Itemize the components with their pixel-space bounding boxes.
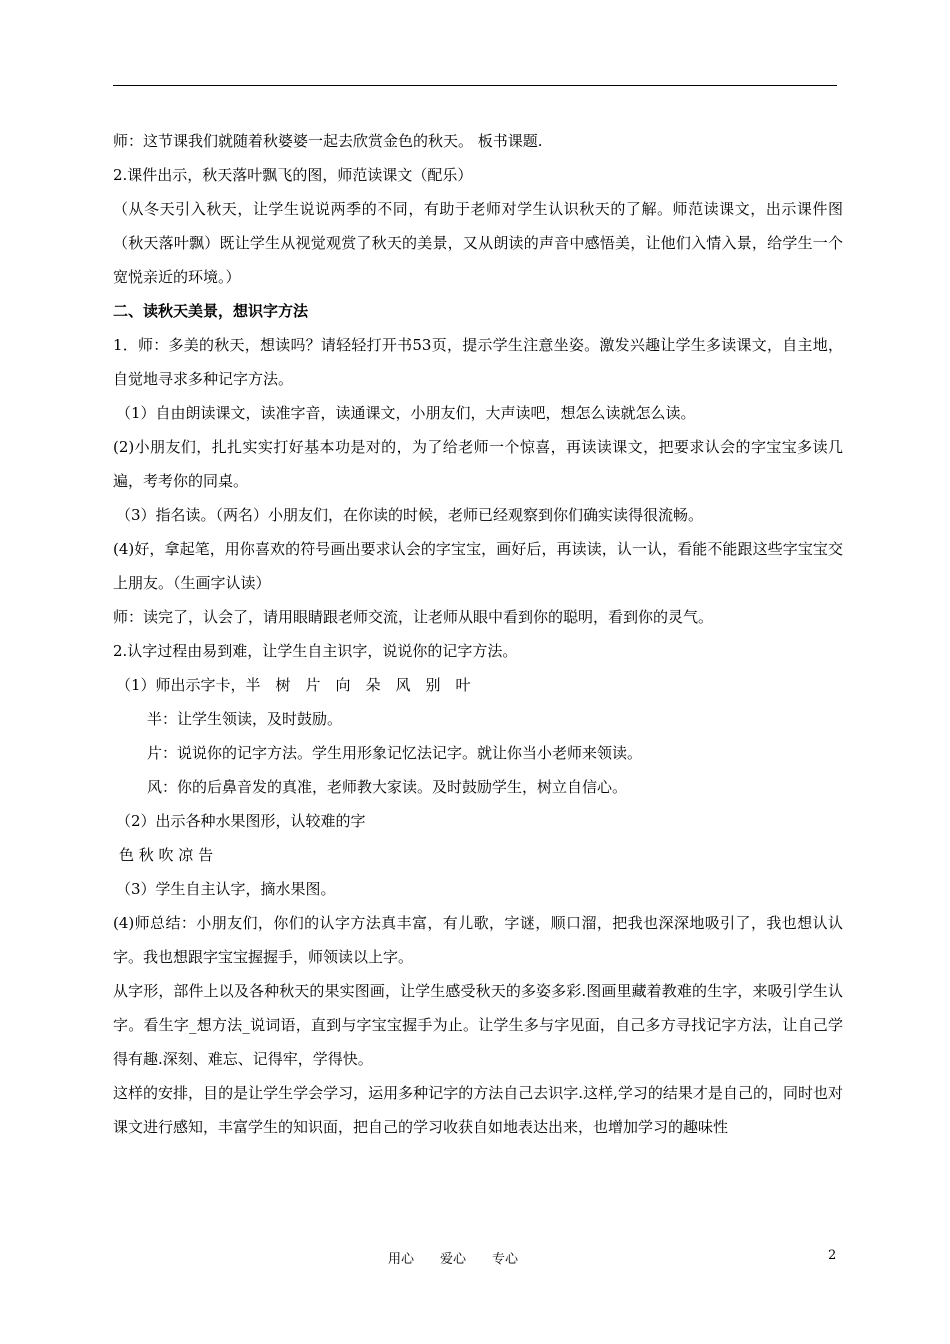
paragraph-8: （3）指名读。（两名）小朋友们，在你读的时候，老师已经观察到你们确实读得很流畅。 bbox=[116, 506, 704, 524]
paragraph-13: 半：让学生领读，及时鼓励。 bbox=[147, 710, 343, 728]
paragraph-19: (4)师总结：小朋友们，你们的认字方法真丰富，有儿歌，字谜，顺口溜，把我也深深地吸引了，我也想认认字。我也想跟字宝宝握握手，师领读以上字。 bbox=[113, 914, 843, 966]
paragraph-18: （3）学生自主认字，摘水果图。 bbox=[116, 880, 336, 898]
paragraph-9: (4)好，拿起笔，用你喜欢的符号画出要求认会的字宝宝，画好后，再读读，认一认，看能不能跟这些字宝宝交上朋友。（生画字认读） bbox=[113, 540, 843, 592]
paragraph-5: 1．师：多美的秋天，想读吗？请轻轻打开书53页，提示学生注意坐姿。激发兴趣让学生多读课文，自主地，自觉地寻求多种记字方法。 bbox=[113, 336, 843, 388]
paragraph-7: (2)小朋友们，扎扎实实打好基本功是对的，为了给老师一个惊喜，再读读课文，把要求认会的字宝宝多读几遍，考考你的同桌。 bbox=[113, 438, 843, 490]
paragraph-1: 师：这节课我们就随着秋婆婆一起去欣赏金色的秋天。 板书课题. bbox=[113, 132, 543, 150]
paragraph-16: （2）出示各种水果图形，认较难的字 bbox=[116, 812, 366, 830]
section-heading: 二、读秋天美景，想识字方法 bbox=[113, 302, 309, 320]
paragraph-6: （1）自由朗读课文，读准字音，读通课文，小朋友们，大声读吧，想怎么读就怎么读。 bbox=[116, 404, 696, 422]
paragraph-2: 2.课件出示，秋天落叶飘飞的图，师范读课文（配乐） bbox=[113, 166, 473, 184]
paragraph-10: 师：读完了，认会了，请用眼睛跟老师交流，让老师从眼中看到你的聪明，看到你的灵气。 bbox=[113, 608, 714, 626]
paragraph-15: 风：你的后鼻音发的真准，老师教大家读。及时鼓励学生，树立自信心。 bbox=[147, 778, 628, 796]
paragraph-20: 从字形，部件上以及各种秋天的果实图画，让学生感受秋天的多姿多彩.图画里藏着教难的生字，来吸引学生认字。看生字_想方法_说词语，直到与字宝宝握手为止。让学生多与字见面，自己多方寻找记字方法，让自己学得有趣.深刻、难忘、记得牢，学得快。 bbox=[113, 982, 843, 1068]
header-rule bbox=[113, 85, 837, 86]
paragraph-17: 色 秋 吹 凉 告 bbox=[119, 846, 214, 864]
paragraph-11: 2.认字过程由易到难，让学生自主识字，说说你的记字方法。 bbox=[113, 642, 518, 660]
paragraph-21: 这样的安排，目的是让学生学会学习，运用多种记字的方法自己去识字.这样,学习的结果才是自己的，同时也对课文进行感知，丰富学生的知识面，把自己的学习收获自如地表达出来，也增加学习的趣味性 bbox=[113, 1084, 843, 1136]
page-number: 2 bbox=[828, 1248, 837, 1263]
document-body bbox=[113, 124, 843, 1144]
paragraph-14: 片：说说你的记字方法。学生用形象记忆法记字。就让你当小老师来领读。 bbox=[147, 744, 643, 762]
paragraph-12: （1）师出示字卡，半 树 片 向 朵 风 别 叶 bbox=[116, 676, 471, 694]
paragraph-3: （从冬天引入秋天，让学生说说两季的不同，有助于老师对学生认识秋天的了解。师范读课文，出示课件图（秋天落叶飘）既让学生从视觉观赏了秋天的美景，又从朗读的声音中感悟美，让他们入情入景，给学生一个宽悦亲近的环境。） bbox=[113, 200, 843, 286]
footer-motto: 用心 爱心 专心 bbox=[388, 1252, 519, 1267]
